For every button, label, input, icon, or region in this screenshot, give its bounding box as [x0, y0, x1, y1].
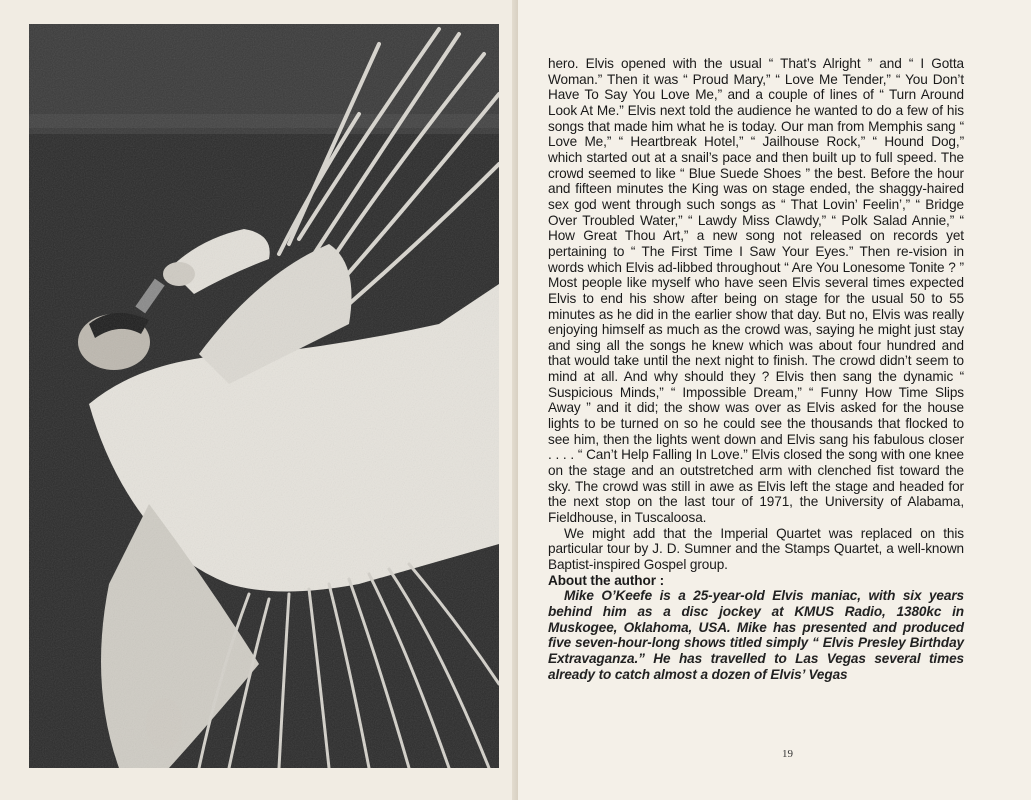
- about-author-heading: About the author :: [548, 572, 664, 588]
- photo-illustration: [29, 24, 499, 768]
- elvis-concert-photo: [29, 24, 499, 768]
- article-paragraph: We might add that the Imperial Quartet was replaced on this particular tour by J. D. Sumner and the Stamps Quartet, a well-known Baptist-inspired Gospel group.: [548, 525, 964, 572]
- about-author-text: Mike O’Keefe is a 25-year-old Elvis maniac, with six years behind him as a disc jockey at KMUS Radio, 1380kc in Muskogee, Oklahoma, USA. Mike has presented and produced five seven-hour-long shows titled simply “ Elvis Presley Birthday Extravaganza.” He has travelled to Las Vegas several times already to catch almost a dozen of Elvis’ Vegas: [548, 588, 964, 682]
- article-text-column: [548, 56, 964, 682]
- article-paragraph: hero. Elvis opened with the usual “ That’s Alright ” and “ I Gotta Woman.” Then it was “ Proud Mary,” “ Love Me Tender,” “ You Don’t Have To Say You Love Me,” and a couple of lines of “ Turn Around Look At Me.” Elvis next told the audience he wanted to do a few of his songs that made him what he is today. Our man from Memphis sang “ Love Me,” “ Heartbreak Hotel,” “ Jailhouse Rock,” “ Hound Dog,” which started out at a snail’s pace and then built up to full speed. The crowd seemed to like “ Blue Suede Shoes ” the best. Before the hour and fifteen minutes the King was on stage ended, the shaggy-haired sex god went through such songs as “ That Lovin’ Feelin’,” “ Bridge Over Troubled Water,” “ Lawdy Miss Clawdy,” “ Polk Salad Annie,” “ How Great Thou Art,” a new song not released on records yet pertaining to “ The First Time I Saw Your Eyes.” Then re-vision in words which Elvis ad-libbed throughout “ Are You Lonesome Tonite ? ” Most people like myself who have seen Elvis several times expected Elvis to end his show after being on stage for the usual 50 to 55 minutes as he did in the earlier show that day. But no, Elvis was really enjoying himself as much as the crowd was, saying he might just stay and sing all the songs he knew which was about four hundred and that would take until the next night to finish. The crowd didn’t seem to mind at all. And why should they ? Elvis then sang the dynamic “ Suspicious Minds,” “ Impossible Dream,” “ Funny How Time Slips Away ” and it did; the show was over as Elvis asked for the house lights to be turned on so he could see the thousands that flocked to see him, then the lights went down and Elvis sang his fabulous closer . . . . “ Can’t Help Falling In Love.” Elvis closed the song with one knee on the stage and an outstretched arm with clenched fist toward the sky. The crowd was still in awe as Elvis left the stage and headed for the next stop on the last tour of 1971, the University of Alabama, Fieldhouse, in Tuscaloosa.: [548, 56, 964, 526]
- page-number-text: 19: [782, 748, 793, 760]
